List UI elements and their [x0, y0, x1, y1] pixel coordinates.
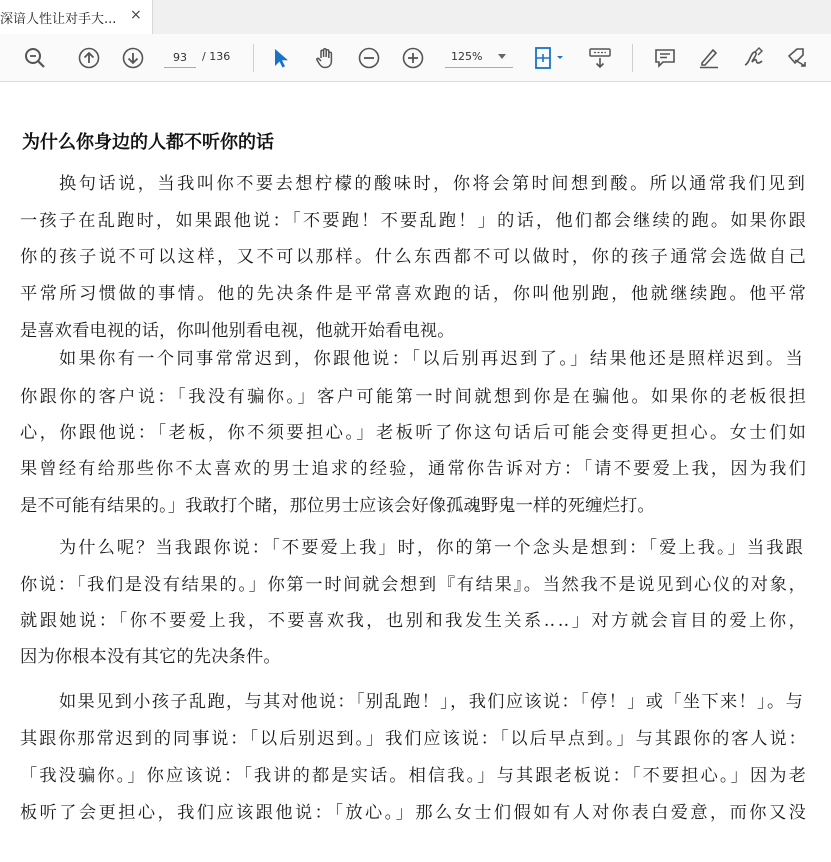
- paragraph-line: 是喜欢看电视的话，你叫他别看电视，他就开始看电视。: [20, 321, 455, 341]
- zoom-minus-icon[interactable]: [357, 46, 381, 70]
- close-icon[interactable]: ×: [130, 7, 142, 23]
- document-page: [0, 82, 831, 862]
- toolbar: [0, 34, 831, 82]
- paragraph-line: 你跟你的客户说：「我没有骗你。」客户可能第一时间就想到你是在骗他。如果你的老板很担: [20, 387, 809, 407]
- page-down-icon[interactable]: [121, 46, 145, 70]
- paragraph-line: 一孩子在乱跑时，如果跟他说：「不要跑！不要乱跑！」的话，他们都会继续的跑。如果你跟: [20, 211, 809, 231]
- paragraph-line: 心，你跟他说：「老板，你不须要担心。」老板听了你这句话后可能会变得更担心。女士们如: [20, 423, 809, 443]
- hand-icon[interactable]: [313, 46, 337, 70]
- paragraph-line: 是不可能有结果的。」我敢打个睹，那位男士应该会好像孤魂野鬼一样的死缠烂打。: [20, 496, 655, 516]
- paragraph-line: 「我没骗你。」你应该说：「我讲的都是实话。相信我。」与其跟老板说：「不要担心。」因为老: [20, 766, 808, 786]
- page-up-icon[interactable]: [77, 46, 101, 70]
- paragraph-line: 为什么呢？当我跟你说：「不要爱上我」时，你的第一个念头是想到：「爱上我。」当我跟: [59, 538, 805, 558]
- zoom-select[interactable]: [445, 49, 513, 68]
- select-arrow-icon[interactable]: [269, 46, 293, 70]
- paragraph-line: 就跟她说：「你不要爱上我，不要喜欢我，也别和我发生关系‥‥」对方就会盲目的爱上你，: [20, 611, 809, 631]
- fit-page-icon[interactable]: [533, 46, 567, 70]
- paragraph-line: 换句话说，当我叫你不要去想柠檬的酸味时，你将会第时间想到酸。所以通常我们见到: [59, 174, 808, 194]
- page-total: / 136: [202, 50, 231, 63]
- zoom-out-search-icon[interactable]: [23, 46, 47, 70]
- paragraph-line: 你说：「我们是没有结果的。」你第一时间就会想到『有结果』。当然我不是说见到心仪的对象，: [20, 575, 808, 595]
- toolbar-divider: [253, 44, 254, 72]
- toolbar-divider: [632, 44, 633, 72]
- paragraph-line: 平常所习惯做的事情。他的先决条件是平常喜欢跑的话，你叫他别跑，他就继续跑。他平常: [20, 284, 809, 304]
- highlight-pen-icon[interactable]: [697, 46, 721, 70]
- zoom-plus-icon[interactable]: [401, 46, 425, 70]
- tab-bar: [0, 0, 831, 34]
- scroll-mode-icon[interactable]: [588, 46, 612, 70]
- tab-title: 深谙人性让对手大...: [0, 12, 117, 27]
- document-tab[interactable]: [0, 0, 153, 34]
- paragraph-line: 因为你根本没有其它的先决条件。: [20, 647, 281, 667]
- page-number-input[interactable]: 93: [164, 49, 196, 68]
- paragraph-line: 你的孩子说不可以这样，又不可以那样。什么东西都不可以做时，你的孩子通常会选做自己: [20, 247, 809, 267]
- comment-icon[interactable]: [653, 46, 677, 70]
- share-icon[interactable]: [785, 46, 809, 70]
- paragraph-line: 其跟你那常迟到的同事说：「以后别迟到。」我们应该说：「以后早点到。」与其跟你的客人说：: [20, 729, 808, 749]
- sign-icon[interactable]: [741, 46, 765, 70]
- page-title: 为什么你身边的人都不听你的话: [22, 132, 274, 153]
- paragraph-line: 如果你有一个同事常常迟到，你跟他说：「以后别再迟到了。」结果他还是照样迟到。当: [59, 349, 806, 369]
- paragraph-line: 如果见到小孩子乱跑，与其对他说：「别乱跑！」，我们应该说：「停！」或「坐下来！」。与: [59, 692, 805, 712]
- zoom-value: 125%: [451, 50, 483, 63]
- chevron-down-icon: [498, 54, 506, 59]
- paragraph-line: 板听了会更担心，我们应该跟他说：「放心。」那么女士们假如有人对你表白爱意，而你又没: [20, 803, 809, 823]
- paragraph-line: 果曾经有给那些你不太喜欢的男士追求的经验，通常你告诉对方：「请不要爱上我，因为我们: [20, 459, 809, 479]
